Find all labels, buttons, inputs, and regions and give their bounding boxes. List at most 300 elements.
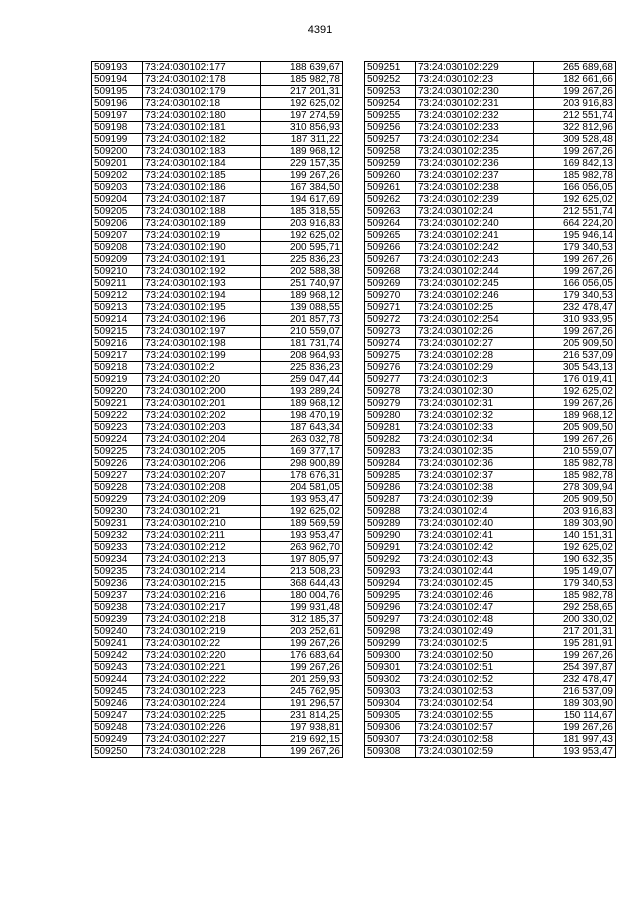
value-cell: 210 559,07 [261, 326, 343, 338]
table-row [92, 158, 343, 170]
cadastral-number-cell: 73:24:030102:215 [143, 578, 261, 590]
row-number-cell: 509302 [365, 674, 416, 686]
value-cell: 167 384,50 [261, 182, 343, 194]
cadastral-number-cell: 73:24:030102:25 [416, 302, 534, 314]
table-row [92, 446, 343, 458]
cadastral-number-cell: 73:24:030102:3 [416, 374, 534, 386]
row-number-cell: 509240 [92, 626, 143, 638]
cadastral-number-cell: 73:24:030102:205 [143, 446, 261, 458]
table-row [92, 662, 343, 674]
cadastral-number-cell: 73:24:030102:222 [143, 674, 261, 686]
row-number-cell: 509211 [92, 278, 143, 290]
table-row [92, 590, 343, 602]
row-number-cell: 509263 [365, 206, 416, 218]
row-number-cell: 509204 [92, 194, 143, 206]
row-number-cell: 509280 [365, 410, 416, 422]
cadastral-number-cell: 73:24:030102:30 [416, 386, 534, 398]
cadastral-number-cell: 73:24:030102:24 [416, 206, 534, 218]
row-number-cell: 509270 [365, 290, 416, 302]
row-number-cell: 509209 [92, 254, 143, 266]
cadastral-number-cell: 73:24:030102:4 [416, 506, 534, 518]
table-row [365, 614, 616, 626]
cadastral-number-cell: 73:24:030102:254 [416, 314, 534, 326]
cadastral-number-cell: 73:24:030102:196 [143, 314, 261, 326]
row-number-cell: 509219 [92, 374, 143, 386]
table-row [92, 338, 343, 350]
cadastral-number-cell: 73:24:030102:227 [143, 734, 261, 746]
table-row [365, 218, 616, 230]
row-number-cell: 509279 [365, 398, 416, 410]
row-number-cell: 509251 [365, 62, 416, 74]
cadastral-number-cell: 73:24:030102:22 [143, 638, 261, 650]
cadastral-number-cell: 73:24:030102:34 [416, 434, 534, 446]
value-cell: 310 933,95 [534, 314, 616, 326]
value-cell: 203 252,61 [261, 626, 343, 638]
cadastral-number-cell: 73:24:030102:230 [416, 86, 534, 98]
value-cell: 205 909,50 [534, 494, 616, 506]
row-number-cell: 509203 [92, 182, 143, 194]
cadastral-number-cell: 73:24:030102:181 [143, 122, 261, 134]
table-row [365, 122, 616, 134]
table-row [365, 674, 616, 686]
row-number-cell: 509220 [92, 386, 143, 398]
value-cell: 263 032,78 [261, 434, 343, 446]
table-row [92, 482, 343, 494]
table-row [365, 194, 616, 206]
value-cell: 208 964,93 [261, 350, 343, 362]
cadastral-number-cell: 73:24:030102:27 [416, 338, 534, 350]
cadastral-number-cell: 73:24:030102:41 [416, 530, 534, 542]
table-row [92, 578, 343, 590]
value-cell: 231 814,25 [261, 710, 343, 722]
row-number-cell: 509193 [92, 62, 143, 74]
row-number-cell: 509308 [365, 746, 416, 758]
value-cell: 189 569,59 [261, 518, 343, 530]
value-cell: 166 056,05 [534, 278, 616, 290]
row-number-cell: 509306 [365, 722, 416, 734]
cadastral-number-cell: 73:24:030102:52 [416, 674, 534, 686]
row-number-cell: 509298 [365, 626, 416, 638]
cadastral-number-cell: 73:24:030102:49 [416, 626, 534, 638]
row-number-cell: 509242 [92, 650, 143, 662]
cadastral-number-cell: 73:24:030102:231 [416, 98, 534, 110]
row-number-cell: 509256 [365, 122, 416, 134]
table-row [92, 350, 343, 362]
cadastral-number-cell: 73:24:030102:211 [143, 530, 261, 542]
row-number-cell: 509291 [365, 542, 416, 554]
row-number-cell: 509198 [92, 122, 143, 134]
table-row [365, 470, 616, 482]
value-cell: 189 968,12 [261, 398, 343, 410]
value-cell: 185 982,78 [534, 170, 616, 182]
table-row [92, 470, 343, 482]
value-cell: 150 114,67 [534, 710, 616, 722]
cadastral-number-cell: 73:24:030102:5 [416, 638, 534, 650]
cadastral-number-cell: 73:24:030102:226 [143, 722, 261, 734]
cadastral-number-cell: 73:24:030102:18 [143, 98, 261, 110]
table-row [365, 626, 616, 638]
table-row [365, 134, 616, 146]
value-cell: 179 340,53 [534, 578, 616, 590]
row-number-cell: 509260 [365, 170, 416, 182]
value-cell: 176 019,41 [534, 374, 616, 386]
value-cell: 199 267,26 [534, 266, 616, 278]
cadastral-number-cell: 73:24:030102:29 [416, 362, 534, 374]
row-number-cell: 509271 [365, 302, 416, 314]
cadastral-number-cell: 73:24:030102:35 [416, 446, 534, 458]
value-cell: 193 953,47 [261, 530, 343, 542]
row-number-cell: 509294 [365, 578, 416, 590]
table-row [365, 482, 616, 494]
table-row [92, 638, 343, 650]
value-cell: 179 340,53 [534, 242, 616, 254]
value-cell: 188 639,67 [261, 62, 343, 74]
value-cell: 205 909,50 [534, 422, 616, 434]
cadastral-number-cell: 73:24:030102:193 [143, 278, 261, 290]
table-row [92, 398, 343, 410]
value-cell: 199 267,26 [261, 170, 343, 182]
row-number-cell: 509231 [92, 518, 143, 530]
value-cell: 193 953,47 [261, 494, 343, 506]
cadastral-number-cell: 73:24:030102:239 [416, 194, 534, 206]
value-cell: 182 661,66 [534, 74, 616, 86]
row-number-cell: 509261 [365, 182, 416, 194]
cadastral-number-cell: 73:24:030102:199 [143, 350, 261, 362]
cadastral-number-cell: 73:24:030102:214 [143, 566, 261, 578]
row-number-cell: 509281 [365, 422, 416, 434]
row-number-cell: 509228 [92, 482, 143, 494]
cadastral-number-cell: 73:24:030102:40 [416, 518, 534, 530]
value-cell: 139 088,55 [261, 302, 343, 314]
value-cell: 199 267,26 [534, 326, 616, 338]
value-cell: 203 916,83 [534, 506, 616, 518]
row-number-cell: 509235 [92, 566, 143, 578]
value-cell: 180 004,76 [261, 590, 343, 602]
value-cell: 212 551,74 [534, 206, 616, 218]
table-row [365, 554, 616, 566]
table-row [365, 374, 616, 386]
value-cell: 232 478,47 [534, 674, 616, 686]
row-number-cell: 509223 [92, 422, 143, 434]
table-row [365, 302, 616, 314]
table-row [92, 602, 343, 614]
table-row [365, 158, 616, 170]
value-cell: 322 812,96 [534, 122, 616, 134]
table-row [365, 74, 616, 86]
cadastral-number-cell: 73:24:030102:210 [143, 518, 261, 530]
table-row [365, 398, 616, 410]
table-row [92, 254, 343, 266]
value-cell: 197 805,97 [261, 554, 343, 566]
row-number-cell: 509253 [365, 86, 416, 98]
row-number-cell: 509307 [365, 734, 416, 746]
row-number-cell: 509259 [365, 158, 416, 170]
cadastral-number-cell: 73:24:030102:202 [143, 410, 261, 422]
value-cell: 225 836,23 [261, 254, 343, 266]
cadastral-number-cell: 73:24:030102:32 [416, 410, 534, 422]
table-row [365, 182, 616, 194]
table-row [92, 278, 343, 290]
row-number-cell: 509252 [365, 74, 416, 86]
row-number-cell: 509274 [365, 338, 416, 350]
value-cell: 212 551,74 [534, 110, 616, 122]
value-cell: 187 643,34 [261, 422, 343, 434]
table-row [365, 266, 616, 278]
value-cell: 192 625,02 [261, 506, 343, 518]
cadastral-number-cell: 73:24:030102:55 [416, 710, 534, 722]
cadastral-number-cell: 73:24:030102:21 [143, 506, 261, 518]
row-number-cell: 509305 [365, 710, 416, 722]
value-cell: 201 857,73 [261, 314, 343, 326]
value-cell: 201 259,93 [261, 674, 343, 686]
table-row [365, 230, 616, 242]
cadastral-number-cell: 73:24:030102:212 [143, 542, 261, 554]
table-row [365, 542, 616, 554]
table-row [365, 722, 616, 734]
table-row [92, 386, 343, 398]
row-number-cell: 509262 [365, 194, 416, 206]
table-row [92, 506, 343, 518]
value-cell: 194 617,69 [261, 194, 343, 206]
table-row [365, 206, 616, 218]
table-row [92, 674, 343, 686]
cadastral-number-cell: 73:24:030102:236 [416, 158, 534, 170]
row-number-cell: 509244 [92, 674, 143, 686]
table-row [92, 530, 343, 542]
row-number-cell: 509300 [365, 650, 416, 662]
row-number-cell: 509214 [92, 314, 143, 326]
value-cell: 225 836,23 [261, 362, 343, 374]
cadastral-number-cell: 73:24:030102:50 [416, 650, 534, 662]
table-row [365, 566, 616, 578]
value-cell: 169 377,17 [261, 446, 343, 458]
cadastral-number-cell: 73:24:030102:218 [143, 614, 261, 626]
table-row [365, 290, 616, 302]
value-cell: 199 267,26 [534, 254, 616, 266]
table-row [365, 602, 616, 614]
table-row [365, 86, 616, 98]
row-number-cell: 509293 [365, 566, 416, 578]
value-cell: 199 931,48 [261, 602, 343, 614]
value-cell: 187 311,22 [261, 134, 343, 146]
row-number-cell: 509221 [92, 398, 143, 410]
row-number-cell: 509301 [365, 662, 416, 674]
cadastral-number-cell: 73:24:030102:221 [143, 662, 261, 674]
cadastral-number-cell: 73:24:030102:2 [143, 362, 261, 374]
table-row [92, 734, 343, 746]
row-number-cell: 509246 [92, 698, 143, 710]
value-cell: 200 595,71 [261, 242, 343, 254]
cadastral-number-cell: 73:24:030102:209 [143, 494, 261, 506]
row-number-cell: 509197 [92, 110, 143, 122]
row-number-cell: 509243 [92, 662, 143, 674]
table-row [365, 278, 616, 290]
row-number-cell: 509226 [92, 458, 143, 470]
row-number-cell: 509241 [92, 638, 143, 650]
value-cell: 368 644,43 [261, 578, 343, 590]
value-cell: 203 916,83 [261, 218, 343, 230]
table-row [365, 710, 616, 722]
cadastral-number-cell: 73:24:030102:225 [143, 710, 261, 722]
cadastral-number-cell: 73:24:030102:28 [416, 350, 534, 362]
value-cell: 176 683,64 [261, 650, 343, 662]
row-number-cell: 509232 [92, 530, 143, 542]
cadastral-number-cell: 73:24:030102:59 [416, 746, 534, 758]
value-cell: 216 537,09 [534, 686, 616, 698]
table-row [92, 62, 343, 74]
table-row [92, 626, 343, 638]
value-cell: 195 149,07 [534, 566, 616, 578]
row-number-cell: 509292 [365, 554, 416, 566]
value-cell: 178 676,31 [261, 470, 343, 482]
value-cell: 251 740,97 [261, 278, 343, 290]
table-row [92, 122, 343, 134]
table-row [365, 326, 616, 338]
row-number-cell: 509247 [92, 710, 143, 722]
row-number-cell: 509250 [92, 746, 143, 758]
row-number-cell: 509276 [365, 362, 416, 374]
cadastral-number-cell: 73:24:030102:189 [143, 218, 261, 230]
row-number-cell: 509201 [92, 158, 143, 170]
left-table-body [92, 62, 343, 758]
value-cell: 199 267,26 [261, 662, 343, 674]
row-number-cell: 509195 [92, 86, 143, 98]
cadastral-number-cell: 73:24:030102:237 [416, 170, 534, 182]
table-row [92, 410, 343, 422]
cadastral-number-cell: 73:24:030102:36 [416, 458, 534, 470]
cadastral-number-cell: 73:24:030102:213 [143, 554, 261, 566]
table-row [92, 206, 343, 218]
cadastral-number-cell: 73:24:030102:245 [416, 278, 534, 290]
value-cell: 213 508,23 [261, 566, 343, 578]
value-cell: 312 185,37 [261, 614, 343, 626]
value-cell: 166 056,05 [534, 182, 616, 194]
value-cell: 199 267,26 [261, 638, 343, 650]
row-number-cell: 509255 [365, 110, 416, 122]
cadastral-number-cell: 73:24:030102:58 [416, 734, 534, 746]
table-row [92, 302, 343, 314]
cadastral-number-cell: 73:24:030102:232 [416, 110, 534, 122]
cadastral-number-cell: 73:24:030102:238 [416, 182, 534, 194]
row-number-cell: 509207 [92, 230, 143, 242]
row-number-cell: 509277 [365, 374, 416, 386]
cadastral-number-cell: 73:24:030102:180 [143, 110, 261, 122]
value-cell: 192 625,02 [261, 98, 343, 110]
value-cell: 254 397,87 [534, 662, 616, 674]
table-row [365, 410, 616, 422]
value-cell: 192 625,02 [534, 542, 616, 554]
row-number-cell: 509239 [92, 614, 143, 626]
cadastral-number-cell: 73:24:030102:246 [416, 290, 534, 302]
row-number-cell: 509296 [365, 602, 416, 614]
right-table-body [365, 62, 616, 758]
row-number-cell: 509286 [365, 482, 416, 494]
row-number-cell: 509227 [92, 470, 143, 482]
row-number-cell: 509225 [92, 446, 143, 458]
table-row [365, 458, 616, 470]
cadastral-number-cell: 73:24:030102:43 [416, 554, 534, 566]
value-cell: 229 157,35 [261, 158, 343, 170]
value-cell: 185 982,78 [261, 74, 343, 86]
table-row [365, 746, 616, 758]
table-row [92, 98, 343, 110]
table-row [365, 578, 616, 590]
table-row [92, 542, 343, 554]
row-number-cell: 509257 [365, 134, 416, 146]
cadastral-number-cell: 73:24:030102:185 [143, 170, 261, 182]
row-number-cell: 509285 [365, 470, 416, 482]
cadastral-number-cell: 73:24:030102:178 [143, 74, 261, 86]
row-number-cell: 509238 [92, 602, 143, 614]
table-row [365, 638, 616, 650]
cadastral-number-cell: 73:24:030102:188 [143, 206, 261, 218]
table-row [365, 422, 616, 434]
value-cell: 245 762,95 [261, 686, 343, 698]
row-number-cell: 509264 [365, 218, 416, 230]
cadastral-number-cell: 73:24:030102:195 [143, 302, 261, 314]
cadastral-number-cell: 73:24:030102:201 [143, 398, 261, 410]
cadastral-number-cell: 73:24:030102:23 [416, 74, 534, 86]
row-number-cell: 509254 [365, 98, 416, 110]
value-cell: 202 588,38 [261, 266, 343, 278]
cadastral-number-cell: 73:24:030102:240 [416, 218, 534, 230]
value-cell: 185 982,78 [534, 458, 616, 470]
value-cell: 189 303,90 [534, 518, 616, 530]
value-cell: 198 470,19 [261, 410, 343, 422]
row-number-cell: 509199 [92, 134, 143, 146]
row-number-cell: 509258 [365, 146, 416, 158]
value-cell: 195 281,91 [534, 638, 616, 650]
table-row [92, 746, 343, 758]
table-row [365, 662, 616, 674]
table-row [92, 434, 343, 446]
table-row [365, 446, 616, 458]
cadastral-number-cell: 73:24:030102:244 [416, 266, 534, 278]
row-number-cell: 509237 [92, 590, 143, 602]
cadastral-number-cell: 73:24:030102:207 [143, 470, 261, 482]
table-row [365, 242, 616, 254]
row-number-cell: 509273 [365, 326, 416, 338]
table-row [365, 62, 616, 74]
table-row [92, 266, 343, 278]
row-number-cell: 509218 [92, 362, 143, 374]
table-row [365, 350, 616, 362]
value-cell: 185 318,55 [261, 206, 343, 218]
value-cell: 203 916,83 [534, 98, 616, 110]
cadastral-number-cell: 73:24:030102:203 [143, 422, 261, 434]
cadastral-number-cell: 73:24:030102:194 [143, 290, 261, 302]
table-row [365, 386, 616, 398]
table-row [92, 710, 343, 722]
row-number-cell: 509213 [92, 302, 143, 314]
table-row [92, 374, 343, 386]
page-number: 4391 [307, 24, 333, 36]
value-cell: 200 330,02 [534, 614, 616, 626]
cadastral-number-cell: 73:24:030102:47 [416, 602, 534, 614]
row-number-cell: 509266 [365, 242, 416, 254]
table-row [92, 614, 343, 626]
row-number-cell: 509216 [92, 338, 143, 350]
cadastral-number-cell: 73:24:030102:54 [416, 698, 534, 710]
table-row [365, 110, 616, 122]
value-cell: 192 625,02 [261, 230, 343, 242]
table-row [92, 362, 343, 374]
table-row [92, 314, 343, 326]
row-number-cell: 509205 [92, 206, 143, 218]
value-cell: 217 201,31 [534, 626, 616, 638]
cadastral-number-cell: 73:24:030102:219 [143, 626, 261, 638]
table-row [365, 650, 616, 662]
